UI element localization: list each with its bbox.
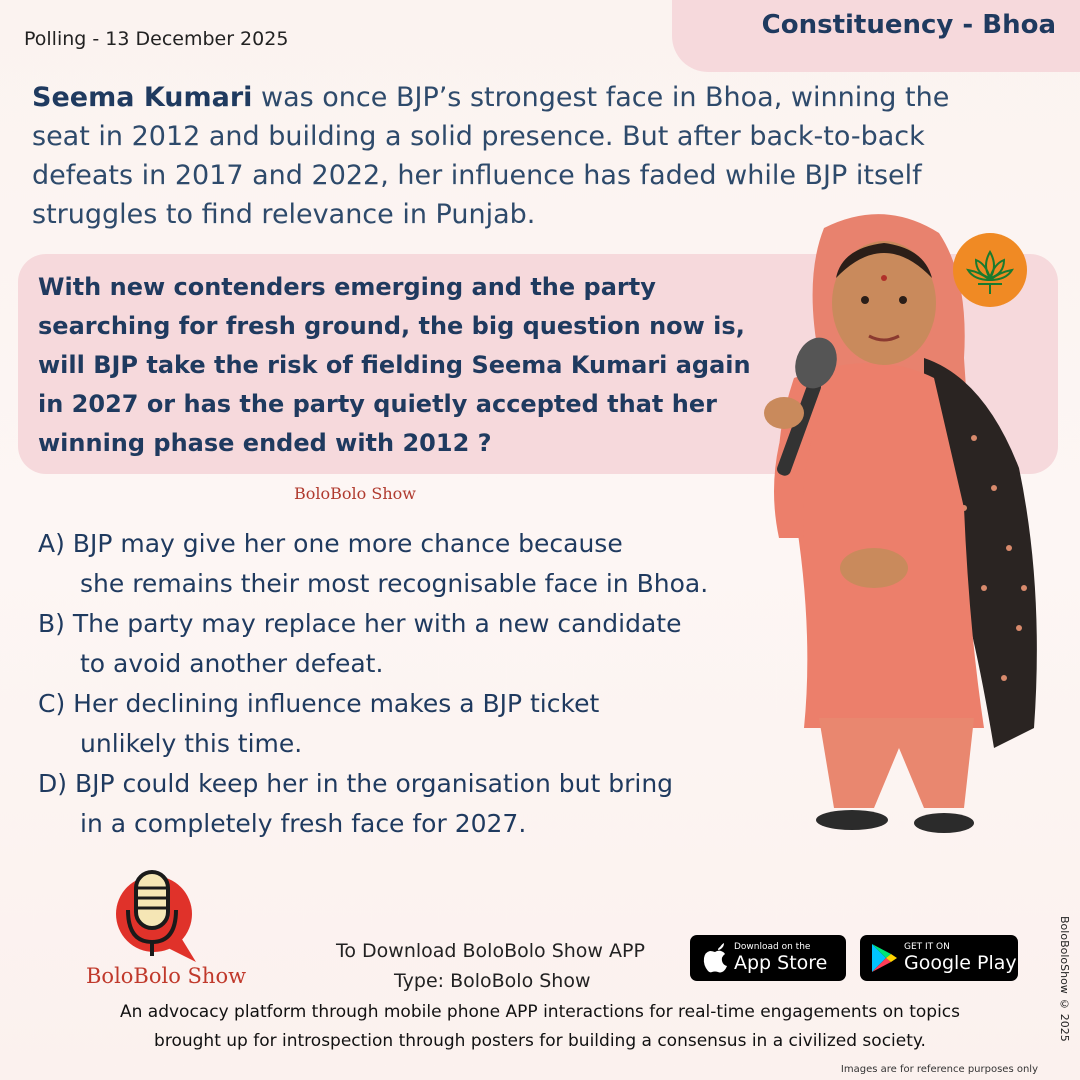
- gplay-small-label: GET IT ON: [904, 942, 950, 952]
- candidate-name: Seema Kumari: [32, 82, 253, 113]
- option-b-line2: to avoid another defeat.: [80, 649, 384, 678]
- tagline-line1: An advocacy platform through mobile phone APP interactions for real-time engagements on topics: [119, 1002, 960, 1022]
- option-b-line1: B) The party may replace her with a new candidate: [38, 609, 682, 638]
- image-disclaimer: Images are for reference purposes only: [840, 1064, 1038, 1075]
- appstore-small-label: Download on the: [734, 942, 811, 952]
- gplay-label: Google Play: [904, 952, 1017, 974]
- google-play-icon: [870, 943, 898, 973]
- watermark-text: BoloBolo Show: [294, 484, 416, 503]
- option-c-line2: unlikely this time.: [80, 729, 303, 758]
- option-d-line2: in a completely fresh face for 2027.: [80, 809, 527, 838]
- question-text: With new contenders emerging and the party searching for fresh ground, the big question now is, will BJP take the risk of fielding Seema Kumari again in 2027 or has the party quietly accepted that her winning phase ended with 2012 ?: [38, 273, 751, 457]
- polling-date: Polling - 13 December 2025: [24, 28, 289, 50]
- footer-tagline: [30, 998, 1050, 1056]
- app-store-button[interactable]: [690, 935, 846, 981]
- option-a: [38, 524, 798, 604]
- option-b: [38, 604, 798, 684]
- option-a-line2: she remains their most recognisable face in Bhoa.: [80, 569, 709, 598]
- options-list: [38, 524, 798, 844]
- side-copyright: BoloBoloShow © 2025: [1058, 916, 1071, 1042]
- download-type-instruction: Type: BoloBolo Show: [394, 970, 591, 992]
- intro-text: was once BJP’s strongest face in Bhoa, winning the seat in 2012 and building a solid presence. But after back-to-back defeats in 2017 and 2022, her influence has faded while BJP itself struggles to find relevance in Punjab.: [32, 82, 950, 230]
- logo-text: BoloBolo Show: [86, 964, 247, 988]
- option-a-line1: A) BJP may give her one more chance because: [38, 529, 623, 558]
- download-instruction: To Download BoloBolo Show APP: [336, 940, 645, 962]
- option-d-line1: D) BJP could keep her in the organisation but bring: [38, 769, 674, 798]
- option-c-line1: C) Her declining influence makes a BJP ticket: [38, 689, 600, 718]
- apple-icon: [702, 943, 728, 973]
- option-d: [38, 764, 798, 844]
- party-lotus-icon: [952, 232, 1028, 308]
- constituency-title: Constituency - Bhoa: [761, 10, 1056, 40]
- google-play-button[interactable]: [860, 935, 1018, 981]
- option-c: [38, 684, 798, 764]
- appstore-label: App Store: [734, 952, 828, 974]
- tagline-line2: brought up for introspection through posters for building a consensus in a civilized society.: [154, 1031, 926, 1051]
